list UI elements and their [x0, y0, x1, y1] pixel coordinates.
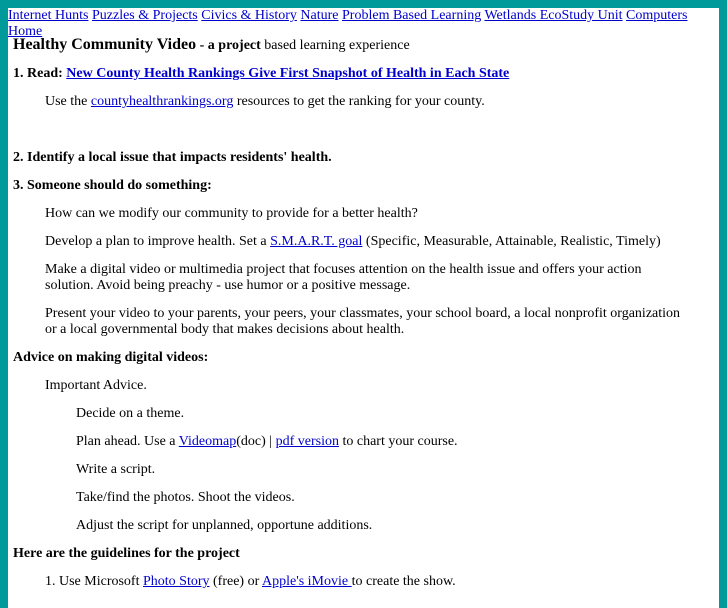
title-rest: based learning experience [260, 38, 410, 53]
t: Use the [45, 94, 91, 109]
important-advice: Important Advice. [45, 378, 147, 393]
t: to create the show. [351, 574, 456, 589]
step-2: 2. Identify a local issue that impacts residents' health. [13, 150, 332, 165]
t: to chart your course. [338, 434, 458, 449]
health-rankings-link[interactable]: New County Health Rankings Give First Snapshot of Health in Each State [66, 66, 510, 81]
t: 1. Use Microsoft [45, 574, 143, 589]
nav-puzzles-projects[interactable]: Puzzles & Projects [91, 8, 198, 23]
advice-heading: Advice on making digital videos: [13, 350, 209, 365]
step-1-text [45, 94, 485, 110]
smart-goal-link[interactable]: S.M.A.R.T. goal [270, 234, 363, 249]
step-3: 3. Someone should do something: [13, 178, 212, 193]
page-title [13, 37, 410, 54]
t: (doc) | [236, 434, 276, 449]
page [8, 8, 719, 608]
t: (free) or [209, 574, 262, 589]
nav-problem-based-learning[interactable]: Problem Based Learning [342, 8, 482, 23]
t: Develop a plan to improve health. Set a [45, 234, 271, 249]
t: (Specific, Measurable, Attainable, Realistic, Timely) [362, 234, 661, 249]
advice-photos: Take/find the photos. Shoot the videos. [76, 490, 295, 505]
imovie-link[interactable]: Apple's iMovie [261, 574, 352, 589]
step-3-p4: Present your video to your parents, your peers, your classmates, your school board, a local nonprofit organization or a local governmental body that makes decisions about health. [45, 306, 681, 337]
advice-adjust: Adjust the script for unplanned, opportune additions. [76, 518, 373, 533]
advice-theme: Decide on a theme. [76, 406, 185, 421]
t: Plan ahead. Use a [76, 434, 179, 449]
t: resources to get the ranking for your county. [233, 94, 485, 109]
nav-internet-hunts[interactable]: Internet Hunts [8, 8, 89, 23]
advice-script: Write a script. [76, 462, 156, 477]
nav-nature[interactable]: Nature [300, 8, 339, 23]
step-1 [13, 66, 509, 82]
title-main: Healthy Community Video [13, 36, 197, 53]
step-3-p1: How can we modify our community to provide for a better health? [45, 206, 418, 221]
guidelines-heading: Here are the guidelines for the project [13, 546, 240, 561]
step-1-label: 1. Read: [13, 66, 67, 81]
nav-wetlands[interactable]: Wetlands EcoStudy Unit [484, 8, 623, 23]
advice-plan [76, 434, 458, 450]
videomap-link[interactable]: Videomap [178, 434, 237, 449]
title-dash: - a project [196, 38, 261, 53]
step-3-p3: Make a digital video or multimedia project that focuses attention on the health issue and offers your action solution. Avoid being preachy - use humor or a positive message. [45, 262, 642, 293]
photo-story-link[interactable]: Photo Story [143, 574, 210, 589]
nav-computers[interactable]: Computers [626, 8, 688, 23]
guideline-1 [45, 574, 456, 590]
countyhealthrankings-link[interactable]: countyhealthrankings.org [90, 94, 234, 109]
nav-civics-history[interactable]: Civics & History [201, 8, 297, 23]
nav-home[interactable]: Home [8, 24, 43, 39]
pdf-version-link[interactable]: pdf version [275, 434, 339, 449]
step-3-p2 [45, 234, 661, 250]
